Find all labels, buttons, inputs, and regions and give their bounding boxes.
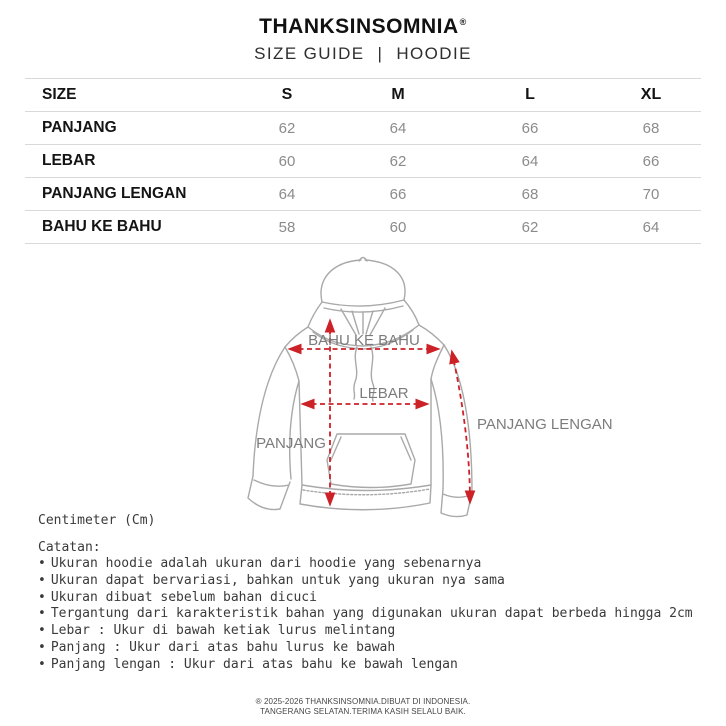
armhole-seam-right [431, 345, 444, 379]
size-value-cell: 64 [521, 152, 539, 170]
size-value-cell: 66 [642, 152, 660, 170]
size-value-cell: 64 [642, 218, 660, 236]
pocket-stitch [331, 437, 411, 460]
size-table-body [25, 112, 701, 244]
brand-title [0, 10, 726, 39]
footer [0, 697, 726, 716]
size-guide-label: SIZE GUIDE [254, 44, 365, 63]
size-table [25, 78, 701, 244]
size-row-label: LEBAR [42, 152, 96, 169]
size-value-cell: 66 [389, 185, 407, 203]
hem-band [300, 485, 431, 510]
drawstring-left [354, 347, 357, 399]
subtitle-separator: | [377, 44, 384, 63]
sleeve-left-inner [290, 381, 299, 479]
measure-line-panjang-lengan [452, 352, 470, 502]
cuff-left [248, 476, 290, 510]
hoodie-label: HOODIE [396, 44, 472, 63]
label-bahu-ke-bahu: BAHU KE BAHU [308, 332, 420, 349]
brand-name: THANKSINSOMNIA [259, 15, 459, 38]
size-value-cell: 64 [278, 185, 296, 203]
hood-side-left [308, 302, 322, 327]
size-table-row [25, 112, 701, 145]
note-item: • Ukuran dapat bervariasi, bahkan untuk yang ukuran nya sama [38, 573, 708, 590]
note-item: • Lebar : Ukur di bawah ketiak lurus melintang [38, 623, 708, 640]
footer-line-1: ® 2025-2026 THANKSINSOMNIA.DIBUAT DI INDONESIA. [255, 697, 471, 706]
registered-mark: ® [459, 17, 467, 27]
size-value-cell: 60 [278, 152, 296, 170]
hood-outline [321, 260, 405, 302]
size-value-cell: 64 [389, 119, 407, 137]
size-value-cell: 62 [278, 119, 296, 137]
size-value-cell: 62 [521, 218, 539, 236]
shoulder-right [419, 325, 444, 345]
size-column-header: M [391, 86, 405, 103]
note-item: • Panjang : Ukur dari atas bahu lurus ke bawah [38, 640, 708, 657]
size-table-row [25, 211, 701, 244]
footer-line-2: TANGERANG SELATAN.TERIMA KASIH SELALU BAIK. [260, 706, 466, 716]
note-item: • Panjang lengan : Ukur dari atas bahu ke bawah lengan [38, 657, 708, 674]
shoulder-left [285, 327, 308, 347]
sleeve-left-outer [253, 347, 285, 476]
size-value-cell: 68 [642, 119, 660, 137]
size-table-corner-header: SIZE [42, 86, 77, 103]
size-column-header: XL [640, 86, 662, 103]
size-value-cell: 58 [278, 218, 296, 236]
sleeve-right-outer [444, 345, 472, 492]
label-panjang-lengan: PANJANG LENGAN [477, 416, 613, 433]
note-item: • Tergantung dari karakteristik bahan yang digunakan ukuran dapat berbeda hingga 2cm [38, 606, 708, 623]
size-value-cell: 62 [389, 152, 407, 170]
label-lebar: LEBAR [359, 385, 409, 402]
label-panjang: PANJANG [256, 435, 326, 452]
note-item: • Ukuran dibuat sebelum bahan dicuci [38, 590, 708, 607]
size-value-cell: 70 [642, 185, 660, 203]
brand-header [0, 10, 726, 65]
hoodie-diagram [0, 248, 726, 523]
unit-line: Centimeter (Cm) [38, 513, 156, 528]
hood-side-right [404, 300, 419, 325]
sleeve-right-inner [431, 379, 443, 489]
size-row-label: BAHU KE BAHU [42, 218, 162, 235]
note-item: • Ukuran hoodie adalah ukuran dari hoodie yang sebenarnya [38, 556, 708, 573]
size-value-cell: 66 [521, 119, 539, 137]
size-column-header: S [281, 86, 293, 103]
size-table-row [25, 178, 701, 211]
body-left-edge [299, 381, 302, 485]
armhole-seam-left [285, 347, 299, 381]
size-row-label: PANJANG [42, 119, 117, 136]
size-row-label: PANJANG LENGAN [42, 185, 187, 202]
size-table-row [25, 145, 701, 178]
size-value-cell: 60 [389, 218, 407, 236]
hood-rim [322, 300, 404, 312]
pocket [327, 434, 415, 488]
size-table-head-row [25, 79, 701, 112]
notes-section [38, 512, 708, 674]
size-column-header: L [525, 86, 535, 103]
page-subtitle [0, 43, 726, 65]
notes-list [38, 556, 708, 674]
notes-title: Catatan: [38, 540, 101, 555]
size-value-cell: 68 [521, 185, 539, 203]
